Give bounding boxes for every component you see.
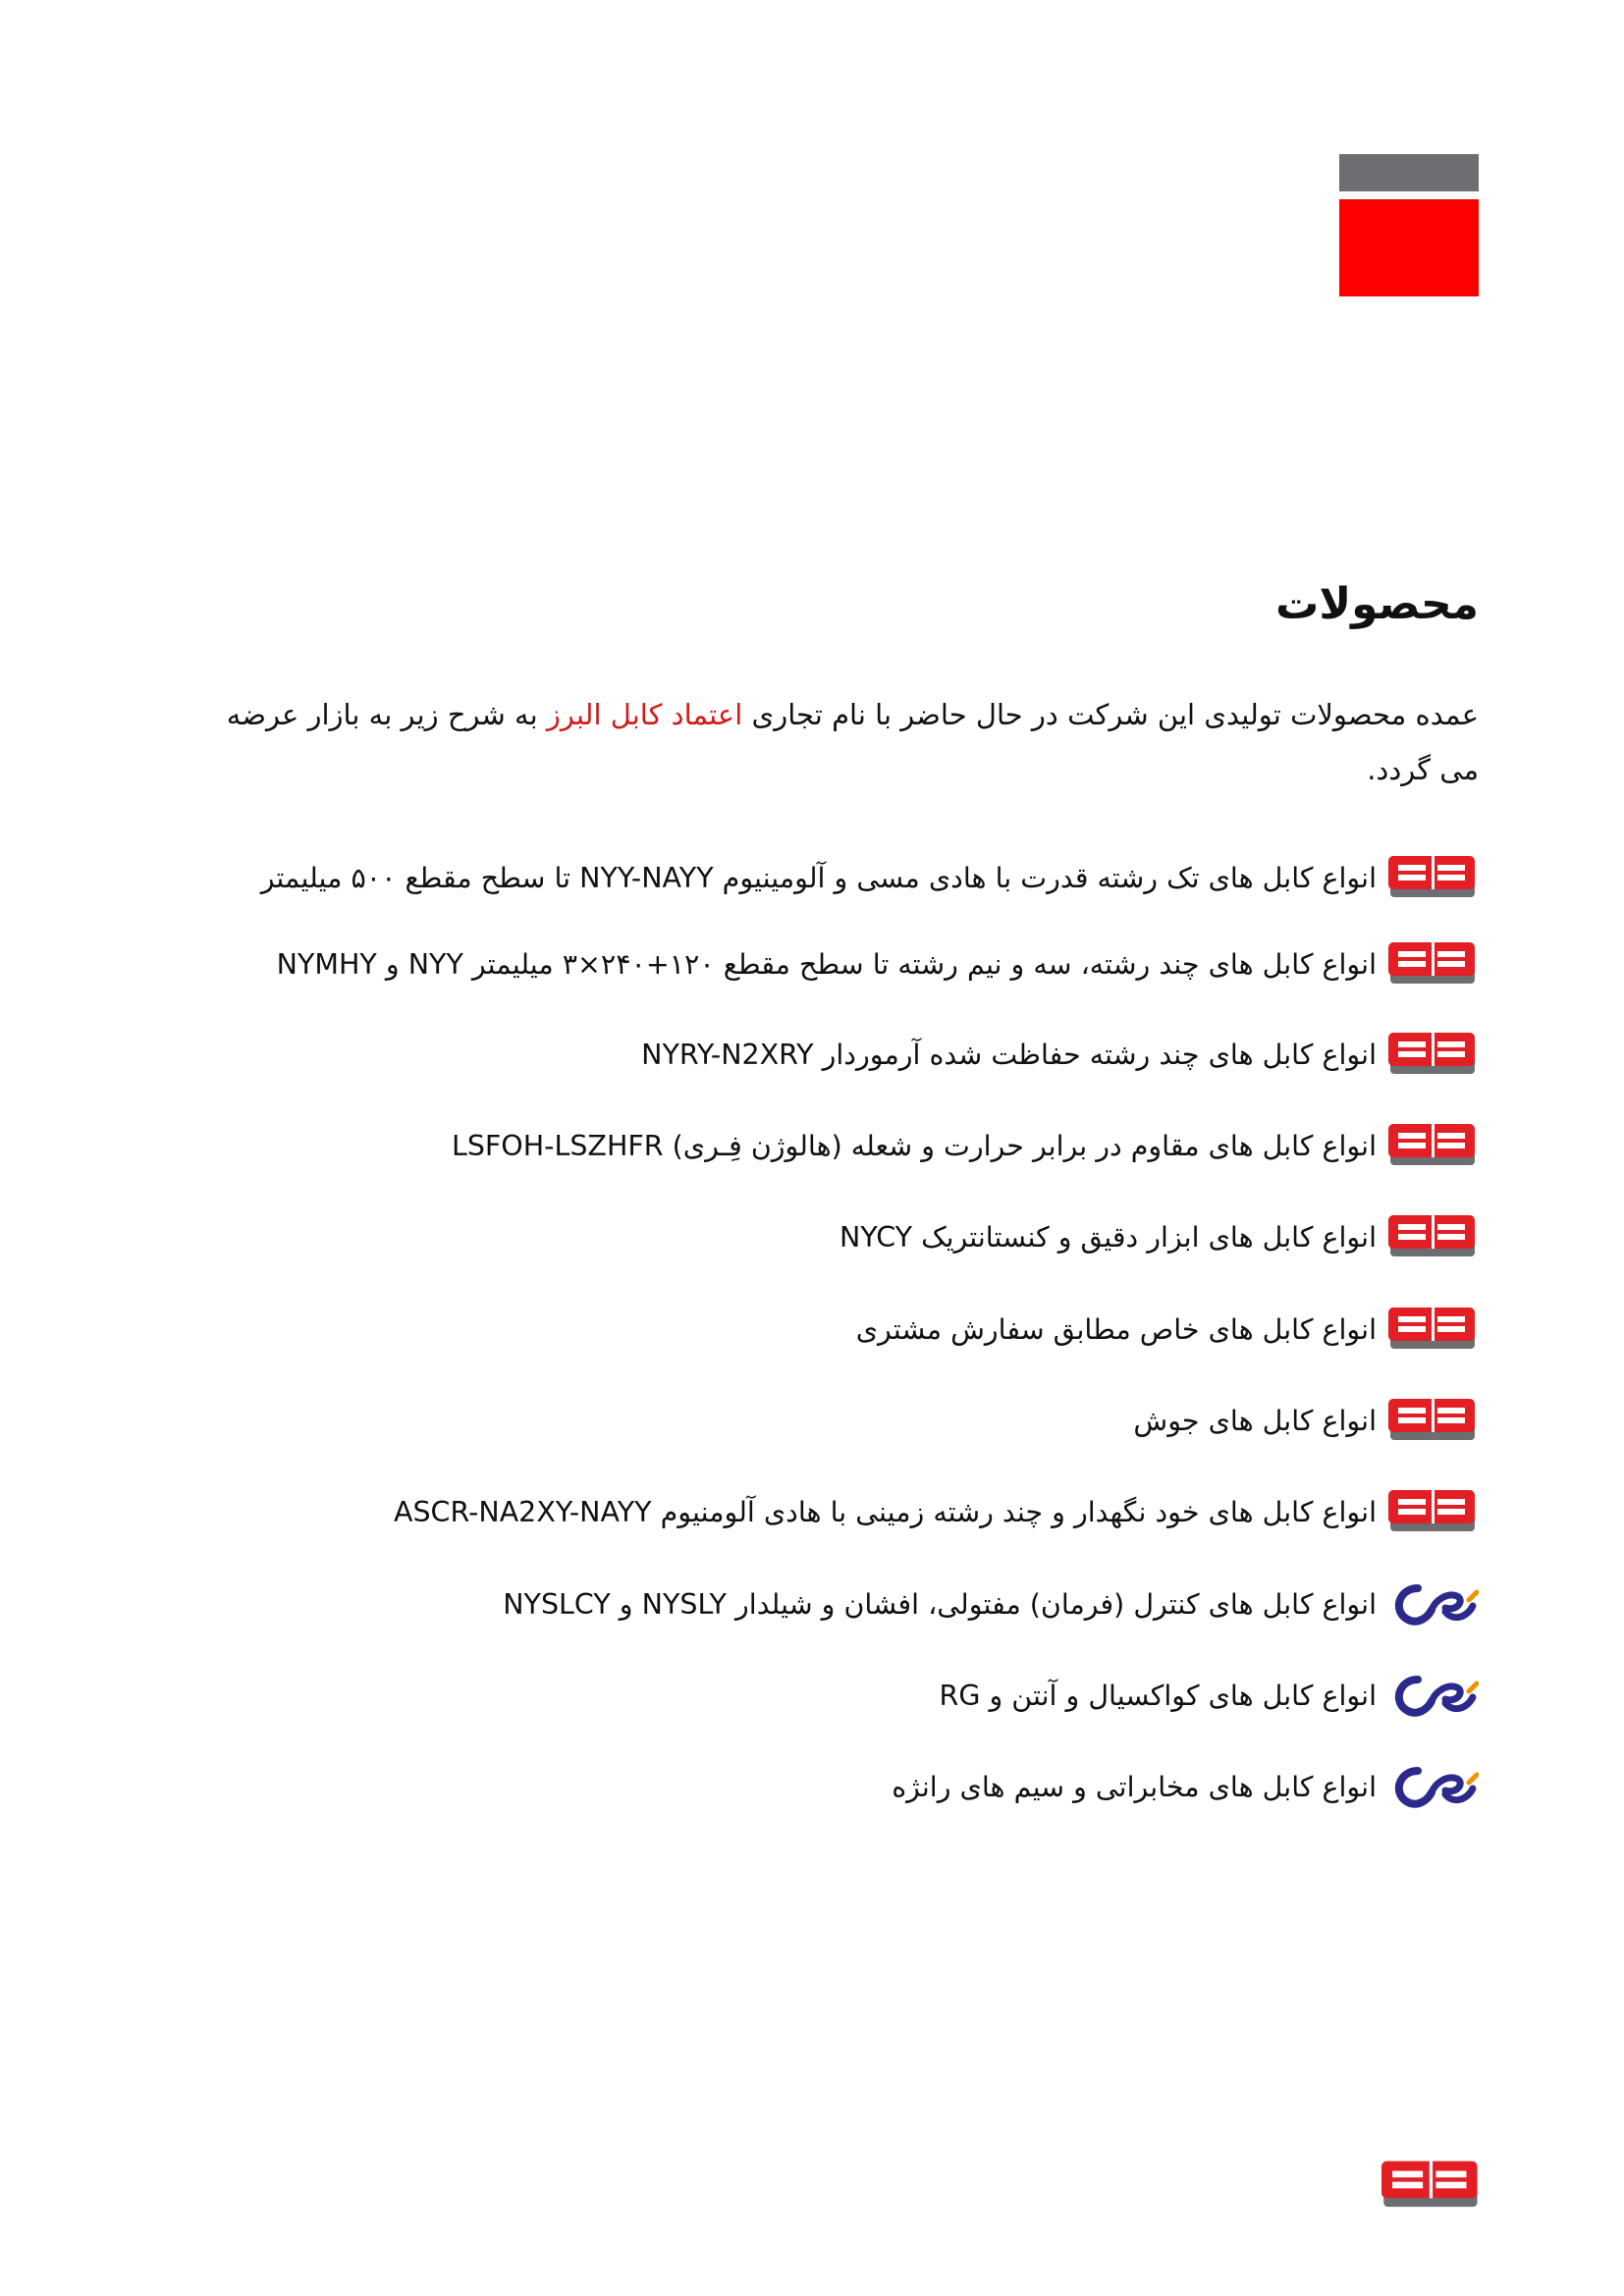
product-item	[892, 1763, 1479, 1810]
footer-ae-logo-icon	[1381, 2160, 1482, 2211]
ae-logo-icon	[1388, 1033, 1479, 1076]
product-text: انواع کابل های جوش	[1133, 1404, 1377, 1437]
product-text: انواع کابل های ابزار دقیق و کنستانتریک NYCY	[839, 1220, 1377, 1254]
product-item	[856, 1306, 1479, 1353]
ae-logo-icon	[1388, 1124, 1479, 1167]
product-item	[452, 1122, 1479, 1169]
intro-text-start: عمده محصولات تولیدی این شرکت در حال حاضر با نام تجاری	[751, 698, 1479, 731]
product-item	[261, 854, 1479, 901]
ae-logo-icon	[1388, 1490, 1479, 1533]
product-text: انواع کابل های چند رشته، سه و نیم رشته تا سطح مقطع ۱۲۰+۲۴۰×۳ میلیمتر NYY و NYMHY	[276, 947, 1377, 981]
intro-text-end: به شرح زیر به بازار عرضه می گردد.	[226, 698, 1479, 786]
ae-logo-icon	[1388, 1399, 1479, 1442]
product-text: انواع کابل های کنترل (فرمان) مفتولی، افشان و شیلدار NYSLY و NYSLCY	[503, 1587, 1377, 1621]
ce-logo-icon	[1388, 1582, 1479, 1626]
product-item	[1133, 1397, 1479, 1444]
ae-logo-icon	[1388, 1308, 1479, 1351]
corner-color-block	[1339, 154, 1479, 296]
product-item	[277, 940, 1479, 988]
corner-grey-bar	[1339, 154, 1479, 191]
product-item	[394, 1488, 1479, 1535]
ce-logo-icon	[1388, 1674, 1479, 1717]
ae-logo-icon	[1388, 942, 1479, 986]
product-text: انواع کابل های چند رشته حفاظت شده آرموردار NYRY-N2XRY	[641, 1038, 1377, 1071]
ce-logo-icon	[1388, 1765, 1479, 1808]
ae-logo-icon	[1388, 1215, 1479, 1258]
product-text: انواع کابل های مقاوم در برابر حرارت و شعله (هالوژن فِـری) LSFOH-LSZHFR	[451, 1129, 1377, 1162]
ae-logo-icon	[1388, 856, 1479, 899]
product-text: انواع کابل های تک رشته قدرت با هادی مسی و آلومینیوم NYY-NAYY تا سطح مقطع ۵۰۰ میلیمتر	[260, 861, 1377, 894]
product-text: انواع کابل های خود نگهدار و چند رشته زمینی با هادی آلومنیوم ASCR-NA2XY-NAYY	[393, 1495, 1377, 1528]
intro-paragraph	[187, 687, 1479, 797]
corner-gap	[1339, 191, 1479, 199]
product-text: انواع کابل های مخابراتی و سیم های رانژه	[892, 1770, 1377, 1803]
corner-red-block	[1339, 199, 1479, 296]
product-item	[503, 1580, 1479, 1628]
product-text: انواع کابل های خاص مطابق سفارش مشتری	[855, 1312, 1377, 1346]
page-title: محصولات	[1275, 579, 1479, 629]
brand-name: اعتماد کابل البرز	[546, 698, 743, 731]
product-item	[641, 1031, 1479, 1078]
product-item	[940, 1672, 1479, 1719]
product-text: انواع کابل های کواکسیال و آنتن و RG	[939, 1679, 1377, 1712]
product-item	[839, 1213, 1479, 1260]
